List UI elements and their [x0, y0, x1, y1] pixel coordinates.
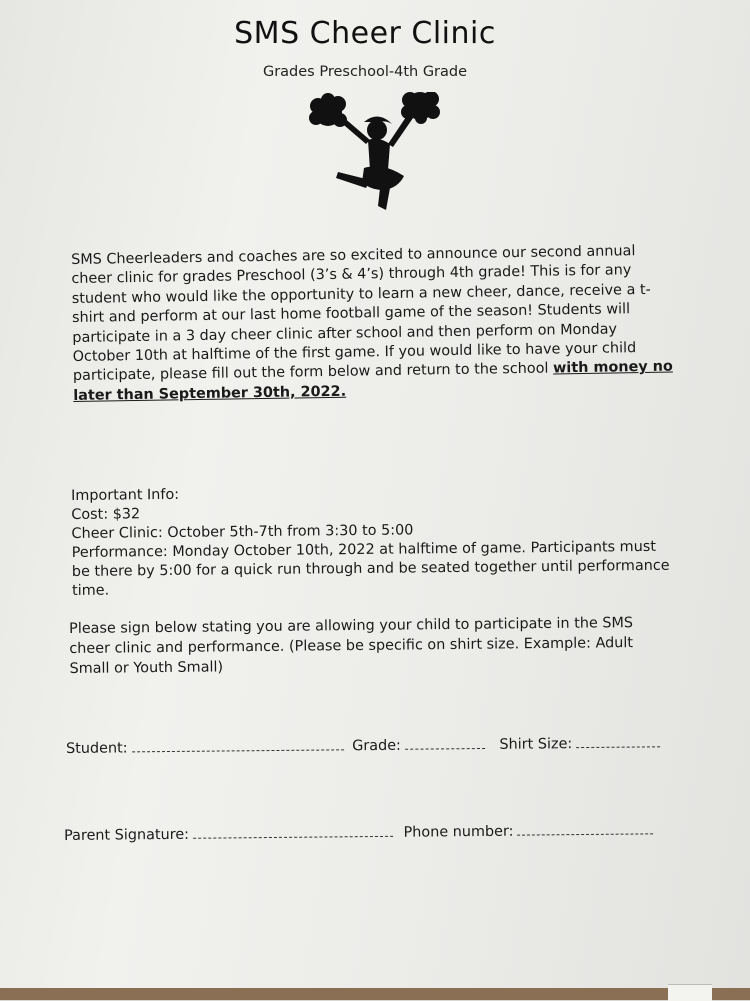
grade-blank[interactable] [405, 736, 485, 750]
grade-label: Grade: [352, 737, 401, 755]
info-cost: Cost: $32 [71, 506, 141, 523]
page-subtitle: Grades Preschool-4th Grade [262, 64, 468, 80]
form-row-parent [64, 821, 654, 844]
floor-paper-scrap [668, 984, 712, 1001]
student-blank[interactable] [131, 737, 343, 752]
shirt-size-blank[interactable] [576, 734, 660, 748]
floor-background [0, 988, 750, 1000]
phone-field[interactable] [403, 821, 653, 840]
phone-blank[interactable] [517, 821, 653, 835]
parent-signature-blank[interactable] [193, 824, 393, 839]
info-heading: Important Info: [71, 486, 180, 504]
intro-paragraph [71, 242, 673, 407]
parent-signature-label: Parent Signature: [64, 826, 190, 844]
shirt-size-field[interactable] [499, 734, 660, 753]
parent-signature-field[interactable] [64, 824, 393, 844]
info-performance: Performance: Monday October 10th, 2022 at halftime of game. Participants must be there by 5:00 for a quick run through and be seated together until performance time. [71, 538, 670, 599]
deadline-emphasis: with money no later than September 30th, 2022. [73, 358, 673, 404]
student-label: Student: [66, 740, 128, 757]
phone-label: Phone number: [403, 823, 514, 841]
form-row-student [66, 734, 660, 757]
student-field[interactable] [66, 737, 344, 757]
consent-paragraph: Please sign below stating you are allowing your child to participate in the SMS cheer clinic and performance. (Please be specific on shirt size. Example: Adult Small or Youth Small) [69, 615, 634, 677]
important-info [71, 481, 672, 601]
grade-field[interactable] [352, 736, 485, 754]
cheerleader-silhouette-icon [300, 92, 445, 212]
info-clinic-dates: Cheer Clinic: October 5th-7th from 3:30 to 5:00 [71, 522, 414, 542]
page-title: SMS Cheer Clinic [234, 16, 496, 51]
shirt-size-label: Shirt Size: [499, 736, 573, 753]
intro-text: SMS Cheerleaders and coaches are so excited to announce our second annual cheer clinic for grades Preschool (3’s & 4’s) through 4th grade! This is for any student who would like the opportunity to learn a new cheer, dance, receive a t-shirt and perform at our last home football game of the season! Students will participate in a 3 day cheer clinic after school and then perform on Monday October 10th at halftime of the first game. If you would like to have your child participate, please fill out the form below and return to the school [71, 243, 651, 385]
